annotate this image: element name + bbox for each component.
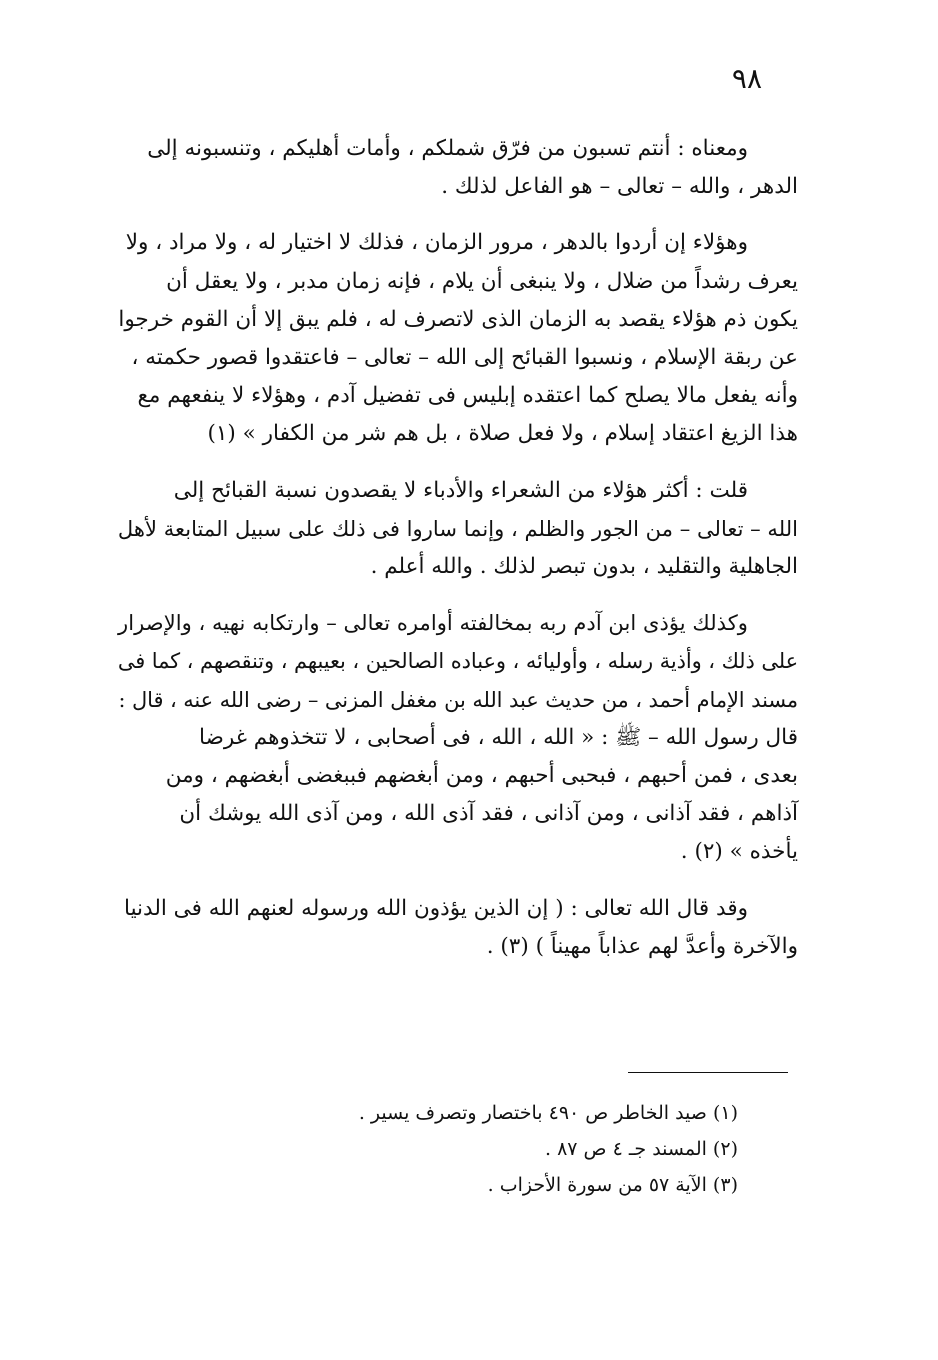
- text-line: وهؤلاء إن أردوا بالدهر ، مرور الزمان ، فذلك لا اختيار له ، ولا مراد ، ولا: [125, 230, 748, 256]
- text-line: قال رسول الله – ﷺ : « الله ، الله ، فى أصحابى ، لا تتخذوهم غرضا: [199, 724, 798, 750]
- text-line: وقد قال الله تعالى : ( إن الذين يؤذون الله ورسوله لعنهم الله فى الدنيا: [124, 895, 748, 921]
- text-line: الله – تعالى – من الجور والظلم ، وإنما ساروا فى ذلك على سبيل المتابعة لأهل: [117, 515, 798, 541]
- text-line: هذا الزيغ اعتقاد إسلام ، ولا فعل صلاة ، بل هم شر من الكفار » (١): [207, 421, 798, 447]
- text-line: وكذلك يؤذى ابن آدم ربه بمخالفته أوامره تعالى – وارتكابه نهيه ، والإصرار: [118, 610, 748, 636]
- text-line: عن ربقة الإسلام ، ونسبوا القبائح إلى الله – تعالى – فاعتقدوا قصور حكمته ،: [131, 345, 798, 371]
- paragraph: [118, 472, 798, 587]
- text-line: على ذلك ، وأذية رسله ، وأوليائه ، وعباده الصالحين ، بعيبهم ، وتنقصهم ، كما فى: [117, 649, 798, 674]
- text-line: والآخرة وأعدَّ لهم عذاباً مهيناً ) (٣) .: [486, 933, 798, 959]
- text-line: وأنه يفعل مالا يصلح كما اعتقده إبليس فى تفضيل آدم ، وهؤلاء لا ينفعهم مع: [137, 383, 798, 409]
- footnote: (٢) المسند جـ ٤ ص ٨٧ .: [545, 1138, 738, 1160]
- text-line: بعدى ، فمن أحبهم ، فبحبى أحبهم ، ومن أبغضهم فببغضى أبغضهم ، ومن: [165, 763, 798, 789]
- text-line: الجاهلية والتقليد ، بدون تبصر لذلك . والله أعلم .: [370, 554, 798, 580]
- main-text: [118, 130, 798, 984]
- text-line: يعرف رشداً من ضلال ، ولا ينبغى أن يلام ، فإنه زمان مدبر ، ولا يعقل أن: [166, 268, 798, 294]
- paragraph: [118, 890, 798, 966]
- page-number: ٩٨: [731, 62, 762, 95]
- footnote: (١) صيد الخاطر ص ٤٩٠ باختصار وتصرف يسير .: [358, 1102, 738, 1124]
- text-line: مسند الإمام أحمد ، من حديث عبد الله بن مغفل المزنى – رضى الله عنه ، قال :: [118, 687, 798, 712]
- text-line: قلت : أكثر هؤلاء من الشعراء والأدباء لا يقصدون نسبة القبائح إلى: [173, 477, 748, 503]
- paragraph: [118, 224, 798, 453]
- text-line: الدهر ، والله – تعالى – هو الفاعل لذلك .: [441, 174, 798, 200]
- text-line: يكون ذم هؤلاء يقصد به الزمان الذى لاتصرف له ، فلم يبق إلا أن القوم خرجوا: [118, 306, 798, 332]
- text-line: آذاهم ، فقد آذانى ، ومن آذانى ، فقد آذى الله ، ومن آذى الله يوشك أن: [179, 801, 798, 827]
- footnote: (٣) الآية ٥٧ من سورة الأحزاب .: [487, 1174, 738, 1196]
- paragraph: [118, 130, 798, 206]
- text-line: ومعناه : أنتم تسبون من فرّق شملكم ، وأمات أهليكم ، وتنسبونه إلى: [147, 136, 748, 161]
- footnote-divider: [628, 1072, 788, 1073]
- text-line: يأخذه » (٢) .: [680, 839, 798, 865]
- footnotes: [178, 1095, 738, 1203]
- paragraph: [118, 604, 798, 871]
